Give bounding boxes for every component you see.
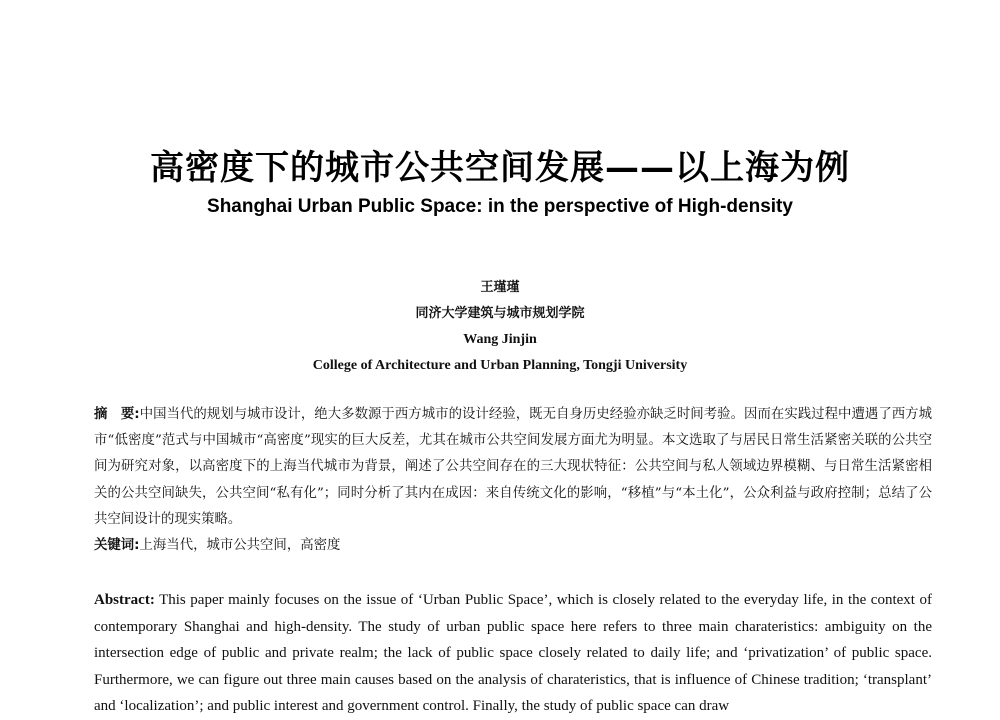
abstract-chinese-label: 摘 要: bbox=[94, 407, 140, 422]
abstract-chinese-paragraph bbox=[94, 402, 932, 533]
paper-title-chinese: 高密度下的城市公共空间发展——以上海为例 bbox=[150, 148, 850, 188]
affiliation-english: College of Architecture and Urban Planning, Tongji University bbox=[312, 358, 688, 373]
abstract-english-text: This paper mainly focuses on the issue of ‘Urban Public Space’, which is closely related to the everyday life, in the context of contemporary Shanghai and high-density. The study of urban public space here refers to three main charateristics: ambiguity on the intersection edge of public and private realm; the lack of public space closely related to daily life; and ‘privatization’ of public space. Furthermore, we can figure out three main causes based on the analysis of charateristics, that is influence of Chinese tradition; ‘transplant’ and ‘localization’; and public interest and government control. Finally, the study of public space can draw bbox=[94, 592, 932, 714]
paper-title-english: Shanghai Urban Public Space: in the perspective of High-density bbox=[207, 196, 793, 217]
keywords-text: 上海当代，城市公共空间，高密度 bbox=[139, 538, 341, 554]
author-name-chinese: 王瑾瑾 bbox=[480, 280, 520, 295]
keywords-paragraph bbox=[94, 533, 932, 559]
abstract-chinese bbox=[94, 402, 932, 559]
affiliation-chinese: 同济大学建筑与城市规划学院 bbox=[415, 306, 585, 321]
author-name-english: Wang Jinjin bbox=[463, 332, 537, 347]
abstract-english-label: Abstract: bbox=[94, 592, 155, 608]
abstract-english bbox=[94, 587, 932, 720]
abstract-chinese-text: 中国当代的规划与城市设计，绝大多数源于西方城市的设计经验，既无自身历史经验亦缺乏时间考验。因而在实践过程中遭遇了西方城市“低密度”范式与中国城市“高密度”现实的巨大反差，尤其在城市公共空间发展方面尤为明显。本文选取了与居民日常生活紧密关联的公共空间为研究对象，以高密度下的上海当代城市为背景，阐述了公共空间存在的三大现状特征：公共空间与私人领域边界模糊、与日常生活紧密相关的公共空间缺失，公共空间“私有化”；同时分析了其内在成因：来自传统文化的影响，“移植”与“本土化”，公众利益与政府控制；总结了公共空间设计的现实策略。 bbox=[94, 407, 933, 527]
keywords-label: 关键词: bbox=[94, 538, 140, 554]
author-block bbox=[0, 275, 1000, 379]
